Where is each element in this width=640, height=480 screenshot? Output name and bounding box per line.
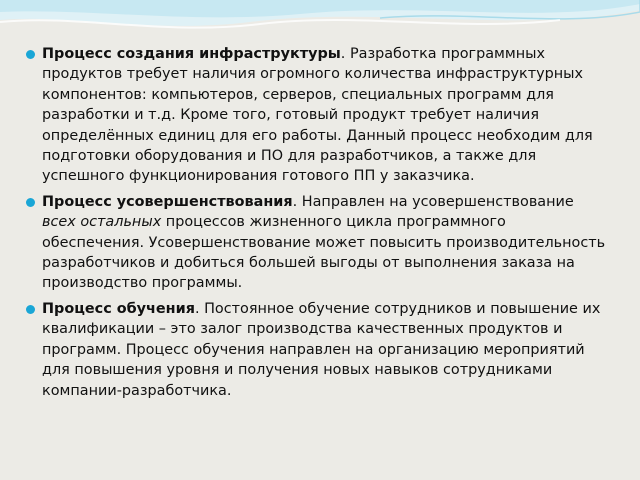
header-wave-decoration [0, 0, 640, 48]
bullet-term: Процесс обучения [42, 300, 195, 317]
bullet-emphasis: всех остальных [42, 214, 162, 231]
bullet-term: Процесс усовершенствования [42, 193, 293, 210]
circle-bullet-icon [26, 50, 35, 59]
bullet-text: . Разработка программных продуктов требует наличия огромного количества инфраструктурных компонентов: компьютеров, серверов, специальных программ для разработки и т.д. Кроме того, готовый продукт требует наличия определённых единиц для его работы. Данный процесс необходим для подготовки оборудования и ПО для разработчиков, а также для успешного функционирования готового ПП у заказчика. [42, 46, 593, 185]
circle-bullet-icon [26, 198, 35, 207]
circle-bullet-icon [26, 305, 35, 314]
bullet-term: Процесс создания инфраструктуры [42, 46, 341, 62]
bullet-text: процессов жизненного цикла программного обеспечения. Усовершенствование может повысить производительность разработчиков и добиться большей выгоды от выполнения заказа на производство программы. [42, 214, 606, 292]
bullet-text: . Постоянное обучение сотрудников и повышение их квалификации – это залог производства качественных продуктов и программ. Процесс обучения направлен на организацию мероприятий для повышения уровня и получения новых навыков сотрудниками компании-разработчика. [42, 300, 601, 399]
bullet-text: . Направлен на усовершенствование [292, 193, 574, 210]
bullet-improvement [28, 192, 608, 294]
bullet-training [28, 299, 608, 401]
bullet-list [28, 44, 608, 406]
bullet-infrastructure [28, 44, 608, 187]
